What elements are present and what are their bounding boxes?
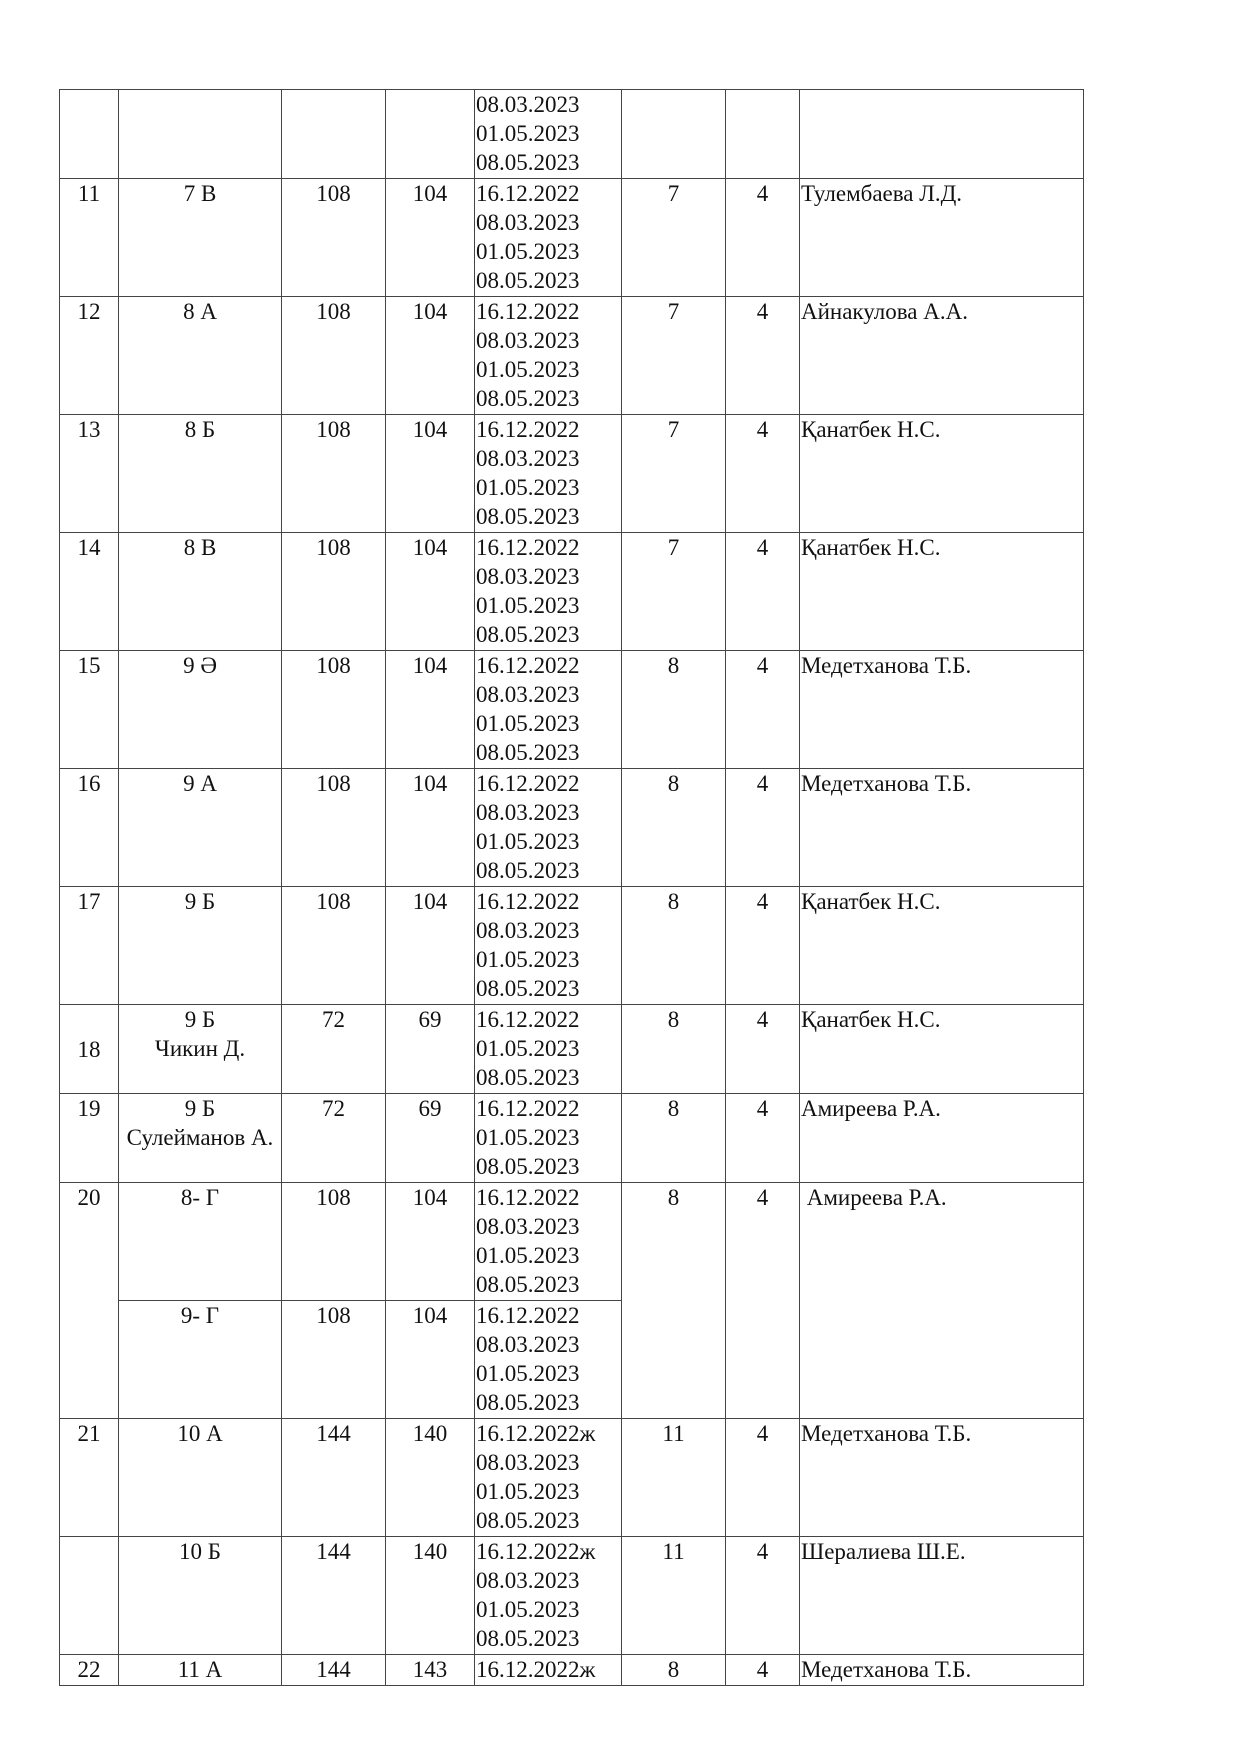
dates-cell-line: 01.05.2023: [476, 1036, 580, 1061]
row-number: 16: [60, 769, 119, 887]
grade-cell: 4: [726, 179, 800, 297]
dates-cell-line: 01.05.2023: [476, 1597, 580, 1622]
dates-cell-line: 01.05.2023: [476, 1361, 580, 1386]
table-row: [60, 1094, 1084, 1183]
table-row: [60, 1537, 1084, 1655]
dates-cell-line: 08.05.2023: [476, 1390, 580, 1415]
hours-total-cell: 108: [282, 297, 386, 415]
class-cell-line: 10 Б: [179, 1539, 221, 1564]
table-row: [60, 1419, 1084, 1537]
dates-cell-line: 01.05.2023: [476, 121, 580, 146]
grade-cell: 4: [726, 1655, 800, 1686]
dates-cell-line: 08.03.2023: [476, 328, 580, 353]
class-cell: [119, 533, 282, 651]
dates-cell-line: 08.03.2023: [476, 1450, 580, 1475]
teacher-cell: Амиреева Р.А.: [800, 1183, 1084, 1419]
table-row: [60, 887, 1084, 1005]
dates-cell-line: 01.05.2023: [476, 475, 580, 500]
hours-done-cell: 104: [386, 297, 475, 415]
row-number: 21: [60, 1419, 119, 1537]
hours-total-cell: 72: [282, 1094, 386, 1183]
dates-cell: [475, 1655, 622, 1686]
count-cell: 8: [622, 887, 726, 1005]
dates-cell-line: 01.05.2023: [476, 947, 580, 972]
class-cell: [119, 297, 282, 415]
dates-cell: [475, 297, 622, 415]
dates-cell: [475, 415, 622, 533]
hours-done-cell: 69: [386, 1094, 475, 1183]
dates-cell-line: 16.12.2022: [476, 1185, 580, 1210]
class-cell: [119, 90, 282, 179]
class-cell: [119, 651, 282, 769]
dates-cell: [475, 1301, 622, 1419]
class-cell: [119, 769, 282, 887]
class-cell-line: 8 В: [183, 535, 217, 560]
hours-done-cell: 69: [386, 1005, 475, 1094]
dates-cell-line: 16.12.2022: [476, 771, 580, 796]
dates-cell-line: 08.03.2023: [476, 800, 580, 825]
grade-cell: 4: [726, 297, 800, 415]
dates-cell-line: 01.05.2023: [476, 711, 580, 736]
class-cell-line: 8 Б: [184, 417, 216, 442]
grade-cell: 4: [726, 1094, 800, 1183]
row-number: 19: [60, 1094, 119, 1183]
dates-cell: [475, 90, 622, 179]
class-cell-line: Сулейманов А.: [126, 1125, 274, 1150]
teacher-cell: Медетханова Т.Б.: [800, 1655, 1084, 1686]
dates-cell-line: 08.05.2023: [476, 1065, 580, 1090]
dates-cell-line: 16.12.2022: [476, 535, 580, 560]
hours-total-cell: 72: [282, 1005, 386, 1094]
row-number: 14: [60, 533, 119, 651]
hours-total-cell: 108: [282, 1183, 386, 1301]
dates-cell-line: 16.12.2022ж: [476, 1657, 596, 1682]
schedule-body: [60, 90, 1084, 1686]
count-cell: 8: [622, 1655, 726, 1686]
dates-cell-line: 08.03.2023: [476, 210, 580, 235]
dates-cell-line: 16.12.2022: [476, 889, 580, 914]
class-cell: [119, 1655, 282, 1686]
dates-cell-line: 08.05.2023: [476, 150, 580, 175]
dates-cell-line: 16.12.2022: [476, 299, 580, 324]
count-cell: [622, 90, 726, 179]
class-cell: [119, 1005, 282, 1094]
dates-cell: [475, 1094, 622, 1183]
dates-cell-line: 01.05.2023: [476, 1243, 580, 1268]
dates-cell-line: 08.03.2023: [476, 918, 580, 943]
dates-cell-line: 08.05.2023: [476, 740, 580, 765]
row-number: [60, 1537, 119, 1655]
class-cell: [119, 1537, 282, 1655]
dates-cell-line: 08.03.2023: [476, 564, 580, 589]
row-number: 13: [60, 415, 119, 533]
dates-cell-line: 08.05.2023: [476, 1626, 580, 1651]
table-row: [60, 297, 1084, 415]
count-cell: 8: [622, 769, 726, 887]
class-cell-line: 8 А: [183, 299, 217, 324]
grade-cell: 4: [726, 887, 800, 1005]
dates-cell-line: 08.05.2023: [476, 1272, 580, 1297]
dates-cell: [475, 1005, 622, 1094]
dates-cell-line: 01.05.2023: [476, 1125, 580, 1150]
dates-cell-line: 16.12.2022: [476, 653, 580, 678]
dates-cell-line: 08.03.2023: [476, 682, 580, 707]
hours-total-cell: 108: [282, 533, 386, 651]
table-row: [60, 651, 1084, 769]
dates-cell: [475, 1183, 622, 1301]
hours-done-cell: 140: [386, 1419, 475, 1537]
count-cell: 7: [622, 415, 726, 533]
class-cell: [119, 1094, 282, 1183]
class-cell-line: 9 А: [183, 771, 217, 796]
hours-done-cell: 104: [386, 769, 475, 887]
count-cell: 8: [622, 1005, 726, 1094]
count-cell: 7: [622, 179, 726, 297]
row-number: 11: [60, 179, 119, 297]
class-cell: [119, 415, 282, 533]
teacher-cell: Қанатбек Н.С.: [800, 1005, 1084, 1094]
teacher-cell: Айнакулова А.А.: [800, 297, 1084, 415]
dates-cell-line: 08.05.2023: [476, 386, 580, 411]
count-cell: 7: [622, 533, 726, 651]
table-row: [60, 90, 1084, 179]
hours-total-cell: [282, 90, 386, 179]
class-cell-line: Чикин Д.: [154, 1036, 246, 1061]
dates-cell-line: 08.05.2023: [476, 268, 580, 293]
dates-cell-line: 01.05.2023: [476, 239, 580, 264]
dates-cell-line: 08.03.2023: [476, 92, 580, 117]
dates-cell-line: 08.03.2023: [476, 446, 580, 471]
dates-cell: [475, 887, 622, 1005]
hours-total-cell: 108: [282, 769, 386, 887]
dates-cell: [475, 179, 622, 297]
dates-cell-line: 16.12.2022ж: [476, 1421, 596, 1446]
teacher-cell: [800, 90, 1084, 179]
dates-cell-line: 08.05.2023: [476, 504, 580, 529]
table-row: [60, 1655, 1084, 1686]
class-cell-line: 9 Б: [184, 889, 216, 914]
hours-done-cell: 104: [386, 179, 475, 297]
dates-cell-line: 01.05.2023: [476, 357, 580, 382]
count-cell: 7: [622, 297, 726, 415]
hours-total-cell: 108: [282, 651, 386, 769]
hours-done-cell: 104: [386, 533, 475, 651]
count-cell: 11: [622, 1537, 726, 1655]
dates-cell: [475, 1419, 622, 1537]
dates-cell-line: 16.12.2022: [476, 1096, 580, 1121]
hours-total-cell: 108: [282, 415, 386, 533]
dates-cell-line: 16.12.2022: [476, 1303, 580, 1328]
teacher-cell: Қанатбек Н.С.: [800, 887, 1084, 1005]
dates-cell-line: 16.12.2022: [476, 1007, 580, 1032]
teacher-cell: Тулембаева Л.Д.: [800, 179, 1084, 297]
count-cell: 8: [622, 1094, 726, 1183]
hours-done-cell: 104: [386, 1301, 475, 1419]
table-row: [60, 415, 1084, 533]
table-row: [60, 769, 1084, 887]
table-row: [60, 1005, 1084, 1094]
class-cell-line: 9 Ә: [183, 653, 217, 678]
dates-cell-line: 01.05.2023: [476, 829, 580, 854]
class-cell: [119, 179, 282, 297]
dates-cell-line: 16.12.2022ж: [476, 1539, 596, 1564]
hours-done-cell: 140: [386, 1537, 475, 1655]
teacher-cell: Медетханова Т.Б.: [800, 769, 1084, 887]
teacher-cell: Шералиева Ш.Е.: [800, 1537, 1084, 1655]
class-cell-line: 9 Б: [184, 1096, 216, 1121]
dates-cell-line: 08.05.2023: [476, 622, 580, 647]
hours-done-cell: 104: [386, 887, 475, 1005]
hours-done-cell: 104: [386, 415, 475, 533]
hours-total-cell: 144: [282, 1655, 386, 1686]
hours-total-cell: 144: [282, 1419, 386, 1537]
class-cell-line: 7 В: [183, 181, 217, 206]
count-cell: 11: [622, 1419, 726, 1537]
count-cell: 8: [622, 651, 726, 769]
hours-total-cell: 108: [282, 179, 386, 297]
dates-cell-line: 08.03.2023: [476, 1568, 580, 1593]
dates-cell: [475, 1537, 622, 1655]
hours-total-cell: 144: [282, 1537, 386, 1655]
class-cell-line: 11 А: [177, 1657, 223, 1682]
grade-cell: 4: [726, 1005, 800, 1094]
dates-cell-line: 01.05.2023: [476, 593, 580, 618]
class-cell-line: 9 Б: [184, 1007, 216, 1032]
table-row: [60, 1183, 1084, 1301]
teacher-cell: Амиреева Р.А.: [800, 1094, 1084, 1183]
hours-done-cell: [386, 90, 475, 179]
count-cell: 8: [622, 1183, 726, 1419]
class-cell: 9- Г: [119, 1301, 282, 1419]
hours-done-cell: 104: [386, 1183, 475, 1301]
row-number: [60, 90, 119, 179]
grade-cell: 4: [726, 1419, 800, 1537]
hours-done-cell: 143: [386, 1655, 475, 1686]
row-number: 12: [60, 297, 119, 415]
class-cell: [119, 1419, 282, 1537]
dates-cell-line: 16.12.2022: [476, 181, 580, 206]
class-cell: 8- Г: [119, 1183, 282, 1301]
dates-cell: [475, 769, 622, 887]
dates-cell: [475, 651, 622, 769]
schedule-table: [59, 89, 1084, 1686]
teacher-cell: Қанатбек Н.С.: [800, 415, 1084, 533]
row-number: 17: [60, 887, 119, 1005]
grade-cell: 4: [726, 769, 800, 887]
row-number: 20: [60, 1183, 119, 1419]
dates-cell-line: 08.05.2023: [476, 858, 580, 883]
class-cell: [119, 887, 282, 1005]
class-cell-line: 10 А: [177, 1421, 223, 1446]
grade-cell: 4: [726, 1537, 800, 1655]
teacher-cell: Медетханова Т.Б.: [800, 651, 1084, 769]
grade-cell: 4: [726, 1183, 800, 1419]
grade-cell: 4: [726, 415, 800, 533]
dates-cell-line: 08.05.2023: [476, 1508, 580, 1533]
hours-done-cell: 104: [386, 651, 475, 769]
table-row: [60, 533, 1084, 651]
dates-cell-line: 08.05.2023: [476, 976, 580, 1001]
dates-cell-line: 08.03.2023: [476, 1214, 580, 1239]
teacher-cell: Медетханова Т.Б.: [800, 1419, 1084, 1537]
dates-cell-line: 16.12.2022: [476, 417, 580, 442]
grade-cell: 4: [726, 651, 800, 769]
row-number: 15: [60, 651, 119, 769]
hours-total-cell: 108: [282, 1301, 386, 1419]
row-number: 18: [60, 1005, 119, 1094]
dates-cell-line: 08.05.2023: [476, 1154, 580, 1179]
dates-cell: [475, 533, 622, 651]
hours-total-cell: 108: [282, 887, 386, 1005]
dates-cell-line: 01.05.2023: [476, 1479, 580, 1504]
grade-cell: [726, 90, 800, 179]
table-row: [60, 179, 1084, 297]
grade-cell: 4: [726, 533, 800, 651]
teacher-cell: Қанатбек Н.С.: [800, 533, 1084, 651]
dates-cell-line: 08.03.2023: [476, 1332, 580, 1357]
row-number: 22: [60, 1655, 119, 1686]
